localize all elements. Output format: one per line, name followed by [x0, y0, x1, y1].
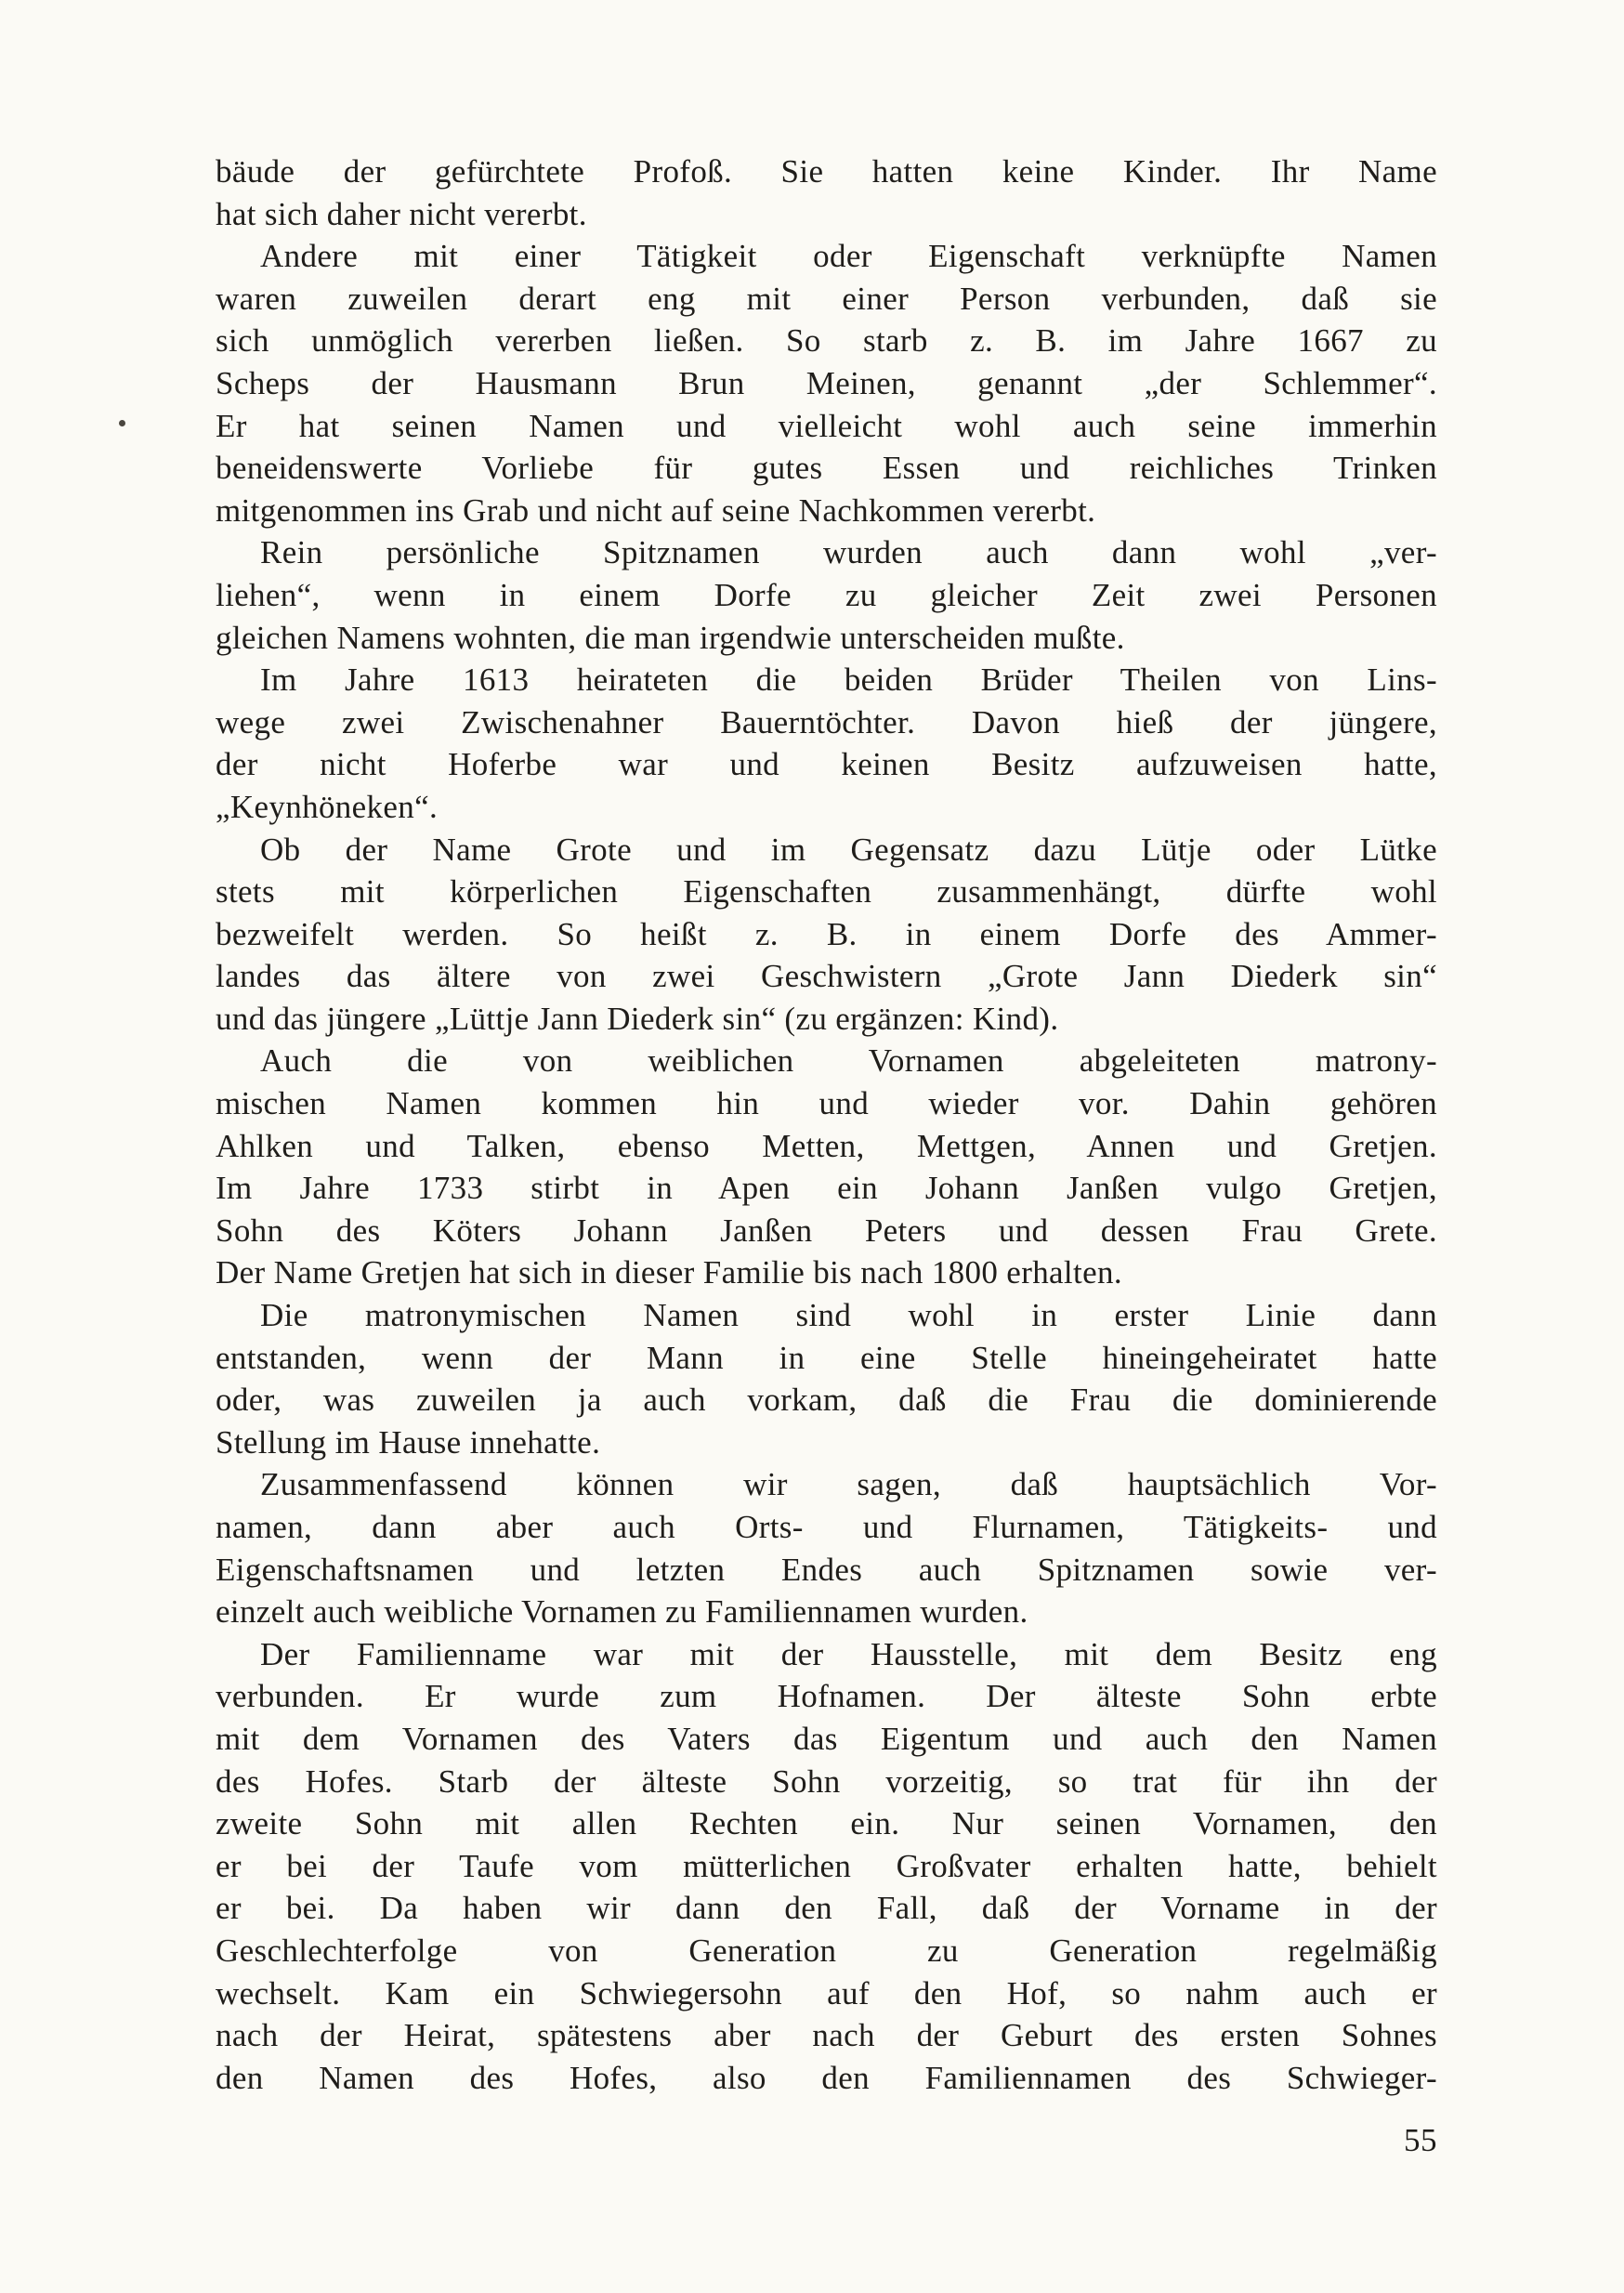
text-line: Der Familienname war mit der Hausstelle, mit dem Besitz eng	[260, 1635, 1437, 1672]
text-line: beneidenswerte Vorliebe für gutes Essen und reichliches Trinken	[216, 450, 1437, 487]
text-line: Scheps der Hausmann Brun Meinen, genannt „der Schlemmer“.	[216, 364, 1437, 401]
text-line: stets mit körperlichen Eigenschaften zusammenhängt, dürfte wohl	[216, 873, 1437, 911]
text-line: namen, dann aber auch Orts- und Flurnamen, Tätigkeits- und	[216, 1509, 1437, 1545]
text-line: der nicht Hoferbe war und keinen Besitz aufzuweisen hatte,	[216, 746, 1437, 783]
text-line: Geschlechterfolge von Generation zu Generation regelmäßig	[216, 1932, 1437, 1969]
text-line: Im Jahre 1733 stirbt in Apen ein Johann Janßen vulgo Gretjen,	[216, 1170, 1437, 1207]
text-line: Andere mit einer Tätigkeit oder Eigenschaft verknüpfte Namen	[260, 238, 1437, 275]
text-line: mitgenommen ins Grab und nicht auf seine Nachkommen vererbt.	[216, 491, 1096, 529]
text-line: waren zuweilen derart eng mit einer Person verbunden, daß sie	[216, 280, 1437, 317]
text-line: er bei. Da haben wir dann den Fall, daß der Vorname in der	[216, 1890, 1437, 1927]
text-line: bäude der gefürchtete Profoß. Sie hatten keine Kinder. Ihr Name	[216, 153, 1437, 190]
text-line: zweite Sohn mit allen Rechten ein. Nur seinen Vornamen, den	[216, 1805, 1437, 1842]
text-line: liehen“, wenn in einem Dorfe zu gleicher Zeit zwei Personen	[216, 576, 1437, 613]
text-line: wege zwei Zwischenahner Bauerntöchter. Davon hieß der jüngere,	[216, 703, 1437, 740]
page-number: 55	[1404, 2122, 1437, 2158]
text-line: Stellung im Hause innehatte.	[216, 1423, 601, 1461]
text-line: sich unmöglich vererben ließen. So starb z. B. im Jahre 1667 zu	[216, 322, 1437, 360]
text-line: Ahlken und Talken, ebenso Metten, Mettgen, Annen und Gretjen.	[216, 1127, 1437, 1164]
text-line: Auch die von weiblichen Vornamen abgeleiteten matrony-	[260, 1042, 1437, 1080]
text-line: Im Jahre 1613 heirateten die beiden Brüder Theilen von Lins-	[260, 662, 1437, 699]
text-line: mit dem Vornamen des Vaters das Eigentum und auch den Namen	[216, 1720, 1437, 1757]
text-line: einzelt auch weibliche Vornamen zu Familiennamen wurden.	[216, 1593, 1028, 1631]
text-line: gleichen Namens wohnten, die man irgendwie unterscheiden mußte.	[216, 619, 1125, 656]
text-line: Sohn des Köters Johann Janßen Peters und dessen Frau Grete.	[216, 1212, 1437, 1249]
text-line: des Hofes. Starb der älteste Sohn vorzeitig, so trat für ihn der	[216, 1762, 1437, 1800]
scan-speck	[119, 420, 125, 426]
text-line: oder, was zuweilen ja auch vorkam, daß die Frau die dominierende	[216, 1382, 1437, 1419]
text-line: entstanden, wenn der Mann in eine Stelle hineingeheiratet hatte	[216, 1339, 1437, 1376]
text-line: Der Name Gretjen hat sich in dieser Familie bis nach 1800 erhalten.	[216, 1254, 1122, 1291]
text-line: verbunden. Er wurde zum Hofnamen. Der älteste Sohn erbte	[216, 1678, 1437, 1715]
text-line: mischen Namen kommen hin und wieder vor. Dahin gehören	[216, 1085, 1437, 1122]
body-text	[216, 151, 1437, 2099]
text-line: hat sich daher nicht vererbt.	[216, 195, 587, 232]
text-line: Zusammenfassend können wir sagen, daß hauptsächlich Vor-	[260, 1466, 1437, 1503]
text-line: bezweifelt werden. So heißt z. B. in einem Dorfe des Ammer-	[216, 915, 1437, 952]
text-line: den Namen des Hofes, also den Familiennamen des Schwieger-	[216, 2059, 1437, 2096]
text-line: Rein persönliche Spitznamen wurden auch dann wohl „ver-	[260, 534, 1437, 571]
text-line: Die matronymischen Namen sind wohl in erster Linie dann	[260, 1297, 1437, 1334]
text-line: wechselt. Kam ein Schwiegersohn auf den Hof, so nahm auch er	[216, 1974, 1437, 2011]
text-line: landes das ältere von zwei Geschwistern „Grote Jann Diederk sin“	[216, 958, 1437, 995]
text-line: und das jüngere „Lüttje Jann Diederk sin“ (zu ergänzen: Kind).	[216, 1000, 1059, 1037]
text-line: Er hat seinen Namen und vielleicht wohl auch seine immerhin	[216, 407, 1437, 444]
text-line: „Keynhöneken“.	[216, 788, 439, 825]
text-line: Ob der Name Grote und im Gegensatz dazu Lütje oder Lütke	[260, 831, 1437, 868]
text-line: Eigenschaftsnamen und letzten Endes auch Spitznamen sowie ver-	[216, 1551, 1437, 1588]
text-line: er bei der Taufe vom mütterlichen Großvater erhalten hatte, behielt	[216, 1847, 1437, 1884]
text-line: nach der Heirat, spätestens aber nach der Geburt des ersten Sohnes	[216, 2017, 1437, 2054]
